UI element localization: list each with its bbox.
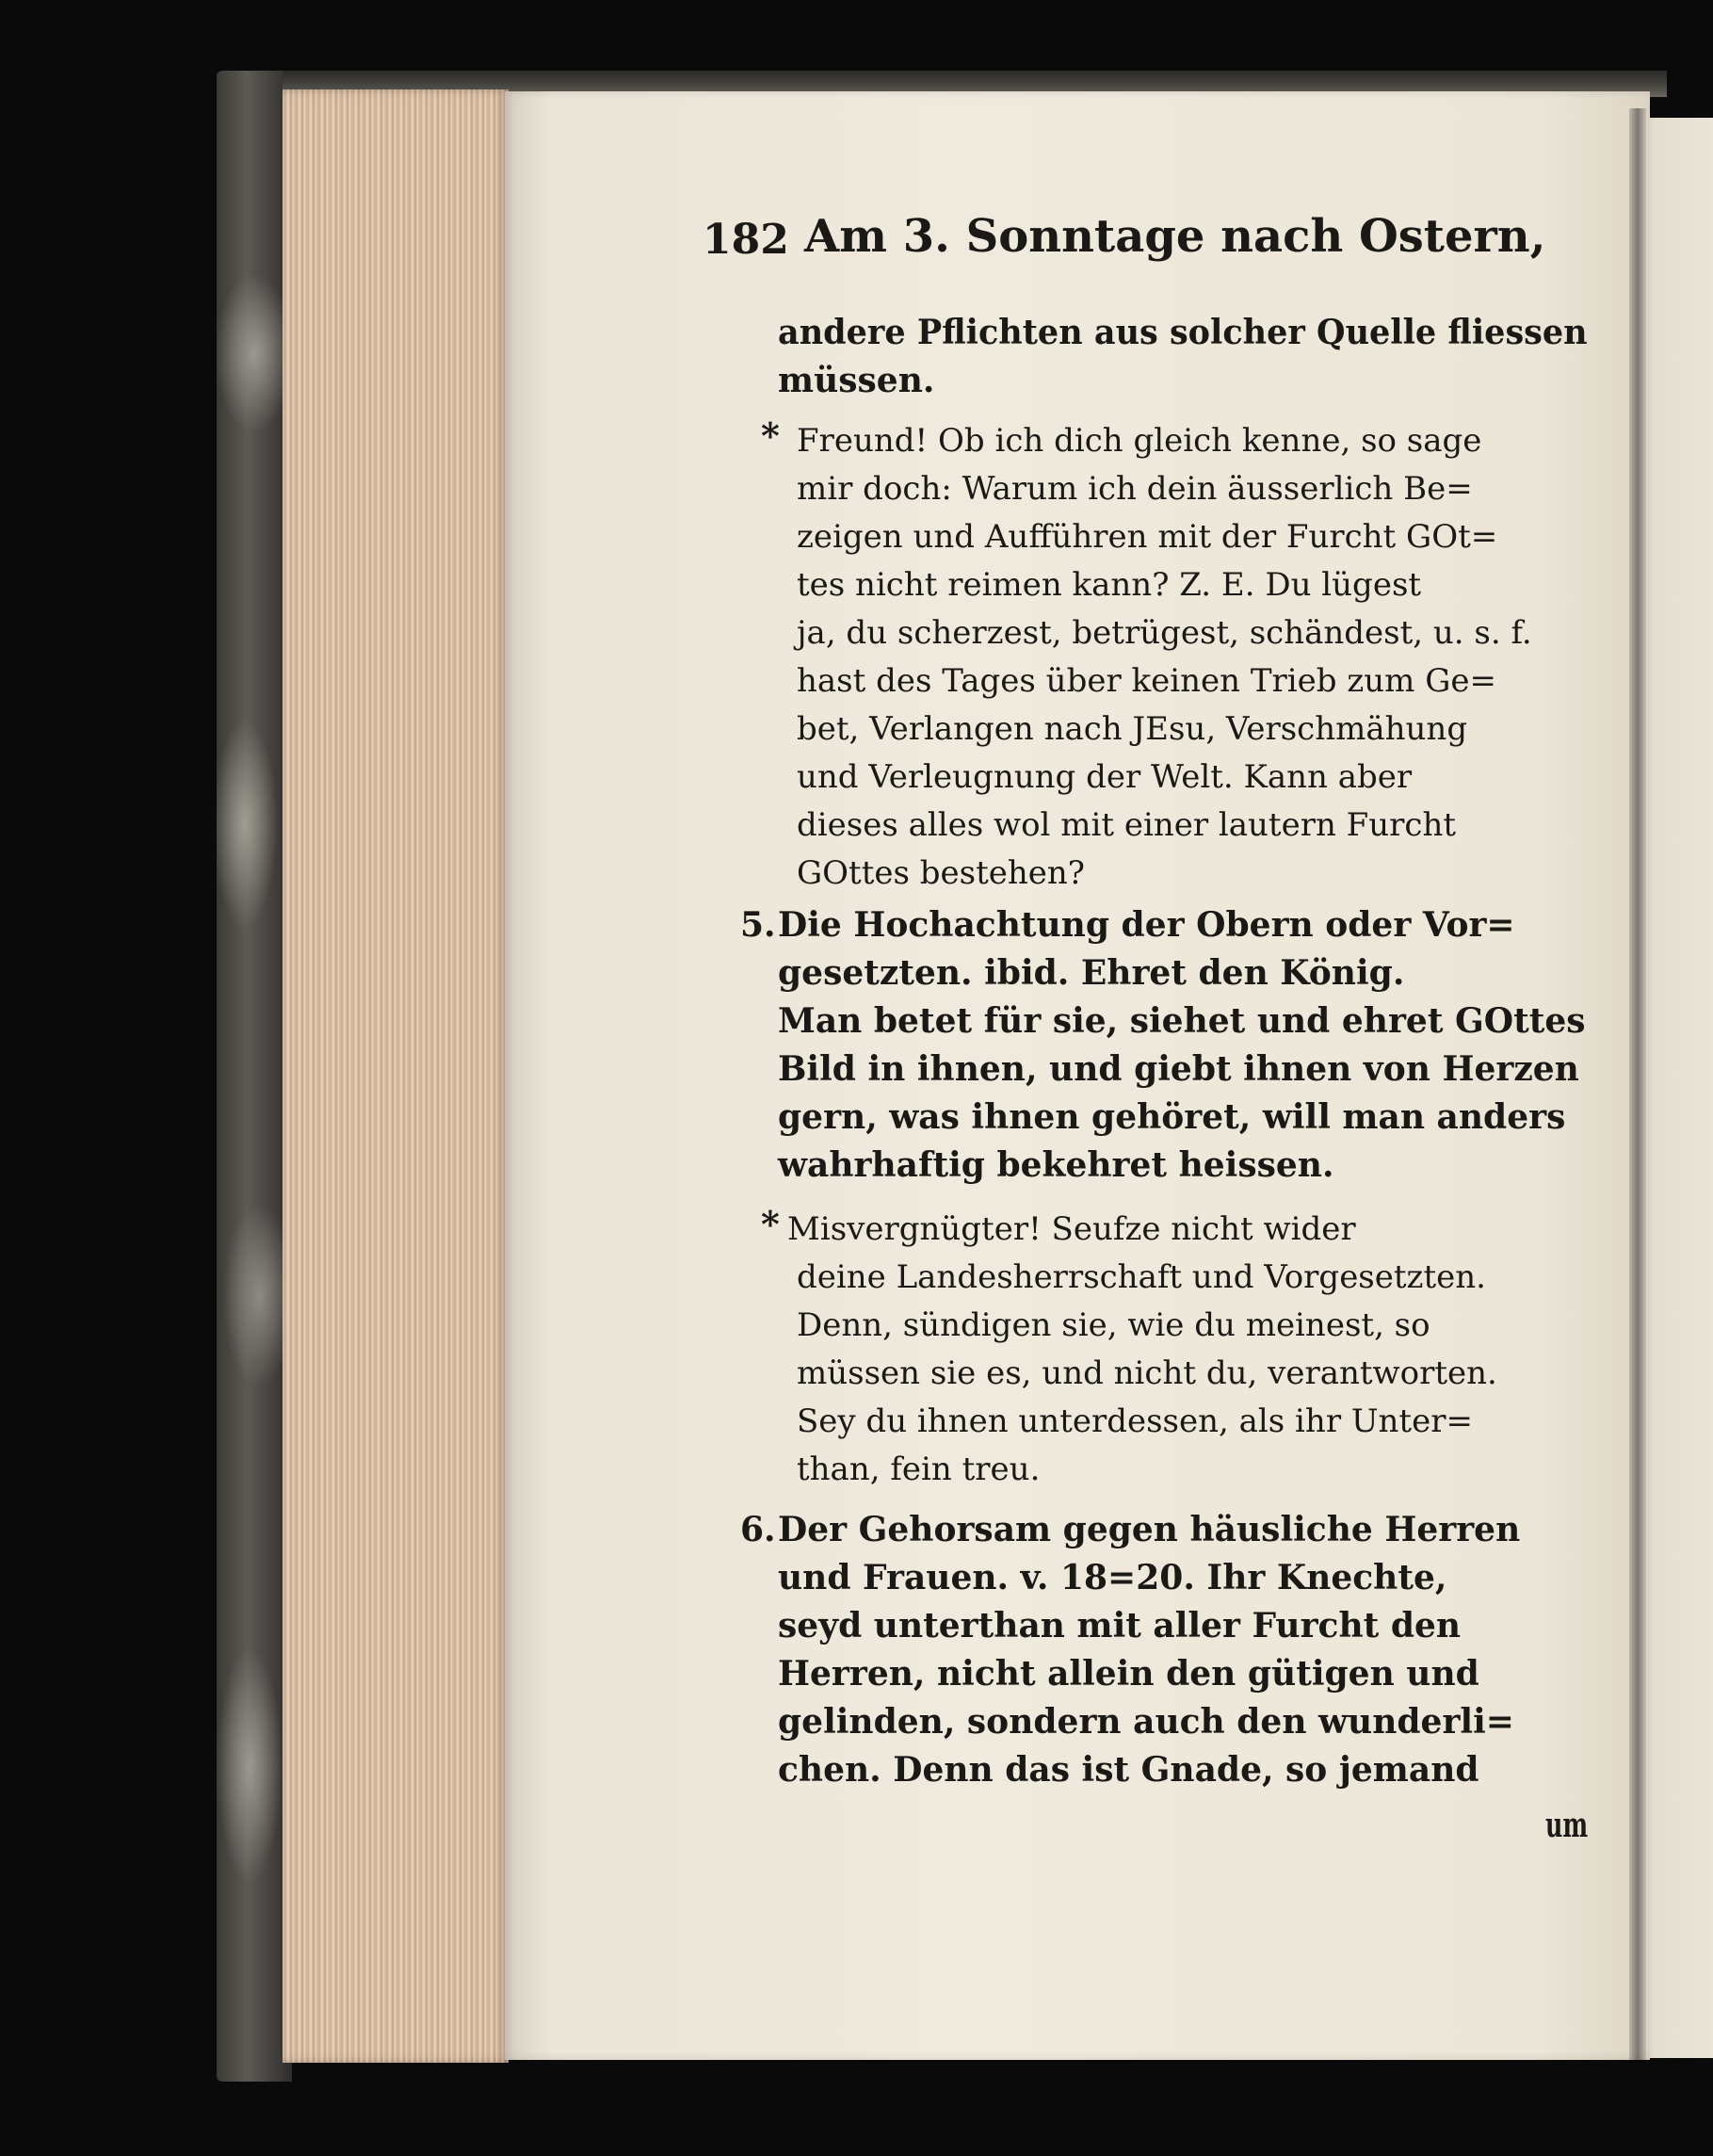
text-line: Bild in ihnen, und giebt ihnen von Herzen bbox=[778, 1049, 1579, 1089]
text-line: bet, Verlangen nach JEsu, Verschmähung bbox=[797, 710, 1468, 748]
text-line: GOttes bestehen? bbox=[797, 854, 1085, 892]
text-line: dieses alles wol mit einer lautern Furcht bbox=[797, 806, 1457, 844]
book-cover-marbled bbox=[217, 71, 292, 2082]
text-line: müssen sie es, und nicht du, verantworten. bbox=[797, 1354, 1497, 1392]
page-edges-stack bbox=[283, 89, 509, 2063]
item-number: 6. bbox=[740, 1510, 776, 1549]
text-line: Der Gehorsam gegen häusliche Herren bbox=[778, 1510, 1521, 1549]
text-line: und Verleugnung der Welt. Kann aber bbox=[797, 758, 1413, 796]
book-gutter-shadow bbox=[1629, 108, 1646, 2063]
text-line: Herren, nicht allein den gütigen und bbox=[778, 1654, 1479, 1694]
note-marker: * bbox=[761, 1203, 780, 1245]
item-number: 5. bbox=[740, 905, 776, 945]
text-line: müssen. bbox=[778, 361, 935, 400]
text-line: chen. Denn das ist Gnade, so jemand bbox=[778, 1750, 1479, 1790]
catchword: um bbox=[1545, 1806, 1589, 1845]
text-line: zeigen und Aufführen mit der Furcht GOt= bbox=[797, 518, 1498, 556]
text-line: seyd unterthan mit aller Furcht den bbox=[778, 1606, 1462, 1645]
text-line: Denn, sündigen sie, wie du meinest, so bbox=[797, 1306, 1430, 1344]
open-book bbox=[217, 71, 1713, 2082]
text-line: andere Pflichten aus solcher Quelle fliessen bbox=[778, 313, 1588, 352]
text-line: gern, was ihnen gehöret, will man anders bbox=[778, 1097, 1566, 1137]
text-line: deine Landesherrschaft und Vorgesetzten. bbox=[797, 1258, 1486, 1296]
running-head: Am 3. Sonntage nach Ostern, bbox=[804, 210, 1546, 263]
text-line: und Frauen. v. 18=20. Ihr Knechte, bbox=[778, 1558, 1447, 1597]
text-line: gelinden, sondern auch den wunderli= bbox=[778, 1702, 1514, 1742]
text-line: Misvergnügter! Seufze nicht wider bbox=[787, 1210, 1356, 1248]
text-line: tes nicht reimen kann? Z. E. Du lügest bbox=[797, 566, 1422, 604]
text-line: ja, du scherzest, betrügest, schändest, u. s. f. bbox=[797, 614, 1532, 652]
text-line: gesetzten. ibid. Ehret den König. bbox=[778, 953, 1405, 993]
text-line: hast des Tages über keinen Trieb zum Ge= bbox=[797, 662, 1496, 700]
left-page bbox=[505, 91, 1650, 2060]
page-number: 182 bbox=[703, 216, 789, 264]
text-line: mir doch: Warum ich dein äusserlich Be= bbox=[797, 470, 1473, 508]
text-line: than, fein treu. bbox=[797, 1451, 1041, 1488]
text-line: wahrhaftig bekehret heissen. bbox=[778, 1145, 1334, 1185]
note-marker: * bbox=[761, 414, 780, 457]
text-line: Sey du ihnen unterdessen, als ihr Unter= bbox=[797, 1402, 1473, 1440]
text-line: Die Hochachtung der Obern oder Vor= bbox=[778, 905, 1515, 945]
text-line: Man betet für sie, siehet und ehret GOttes bbox=[778, 1001, 1586, 1041]
text-line: Freund! Ob ich dich gleich kenne, so sage bbox=[797, 422, 1482, 460]
